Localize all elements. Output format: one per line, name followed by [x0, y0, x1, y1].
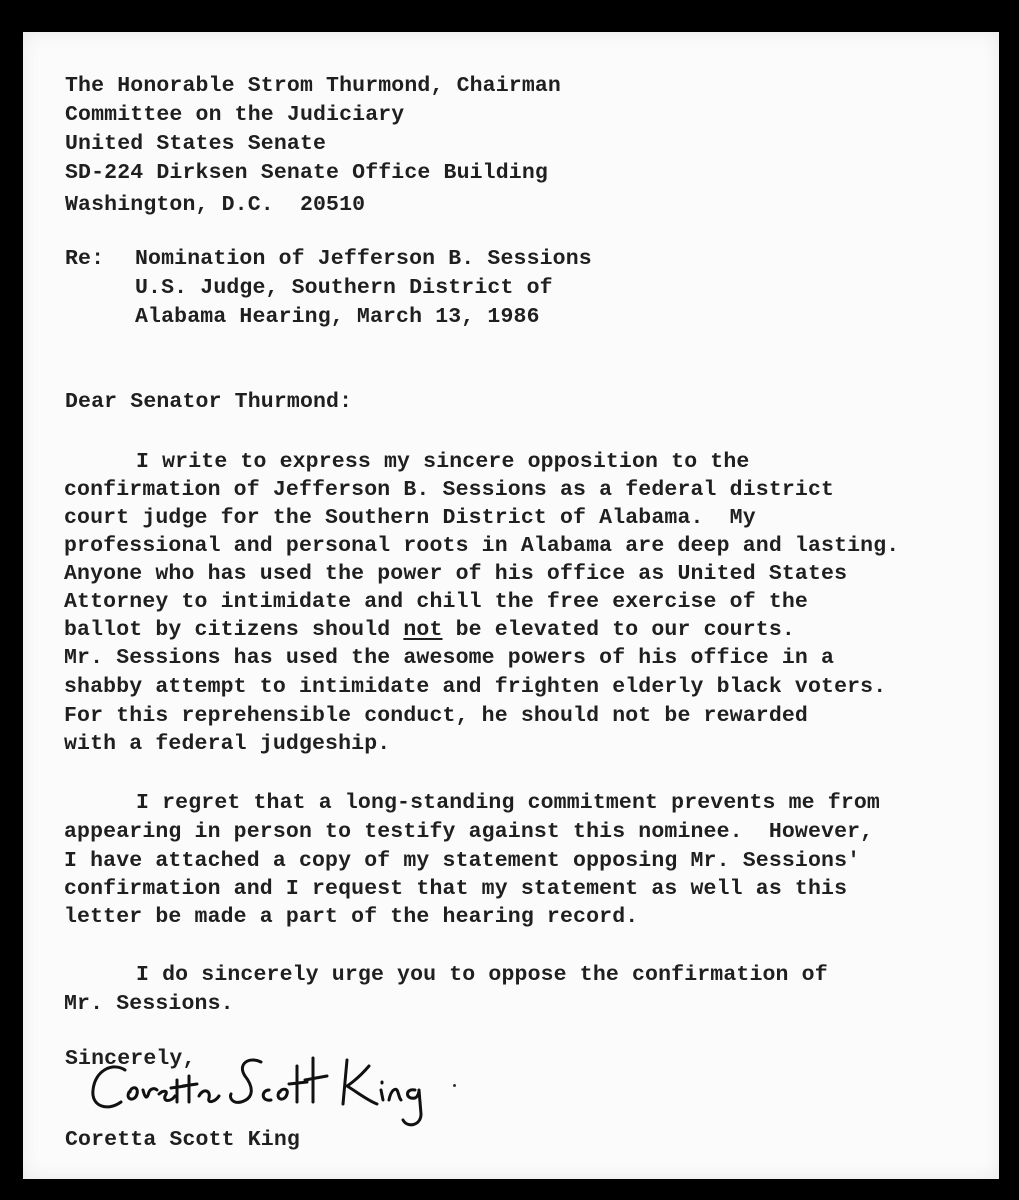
p1-line-10: For this reprehensible conduct, he should not be rewarded	[64, 704, 808, 728]
p3-line-2: Mr. Sessions.	[64, 992, 234, 1016]
re-line-2: U.S. Judge, Southern District of	[135, 276, 553, 300]
address-line-5: Washington, D.C. 20510	[65, 193, 366, 217]
p1-line-7-post: be elevated to our courts.	[442, 618, 795, 642]
p2-line-4: confirmation and I request that my statement as well as this	[64, 877, 848, 901]
p1-line-7-pre: ballot by citizens should	[64, 618, 404, 642]
p2-line-2: appearing in person to testify against this nominee. However,	[64, 820, 874, 844]
address-line-1: The Honorable Strom Thurmond, Chairman	[65, 74, 561, 98]
p2-line-1: I regret that a long-standing commitment prevents me from	[136, 791, 880, 815]
closing: Sincerely,	[65, 1047, 196, 1071]
p1-line-9: shabby attempt to intimidate and frighten elderly black voters.	[64, 675, 887, 699]
address-line-2: Committee on the Judiciary	[65, 103, 405, 127]
p1-line-2: confirmation of Jefferson B. Sessions as a federal district	[64, 478, 835, 502]
p3-line-1: I do sincerely urge you to oppose the confirmation of	[136, 963, 828, 987]
p2-line-3: I have attached a copy of my statement opposing Mr. Sessions'	[64, 849, 861, 873]
re-line-1: Nomination of Jefferson B. Sessions	[135, 247, 592, 271]
p1-line-5: Anyone who has used the power of his office as United States	[64, 562, 848, 586]
re-line-3: Alabama Hearing, March 13, 1986	[135, 305, 540, 329]
address-line-4: SD-224 Dirksen Senate Office Building	[65, 161, 548, 185]
p1-line-4: professional and personal roots in Alabama are deep and lasting.	[64, 534, 900, 558]
p1-line-7	[64, 618, 795, 642]
re-label: Re:	[65, 247, 105, 271]
p2-line-5: letter be made a part of the hearing record.	[64, 905, 639, 929]
p1-line-3: court judge for the Southern District of Alabama. My	[64, 506, 756, 530]
ink-dot	[453, 1084, 456, 1087]
salutation: Dear Senator Thurmond:	[65, 390, 353, 414]
p1-line-1: I write to express my sincere opposition to the	[136, 450, 750, 474]
p1-line-6: Attorney to intimidate and chill the free exercise of the	[64, 590, 808, 614]
p1-line-11: with a federal judgeship.	[64, 732, 391, 756]
p1-line-8: Mr. Sessions has used the awesome powers of his office in a	[64, 646, 835, 670]
letter-page	[23, 32, 999, 1179]
underlined-not: not	[403, 618, 443, 642]
handwritten-signature	[85, 1040, 465, 1132]
signer-name: Coretta Scott King	[65, 1128, 300, 1152]
address-line-3: United States Senate	[65, 132, 327, 156]
